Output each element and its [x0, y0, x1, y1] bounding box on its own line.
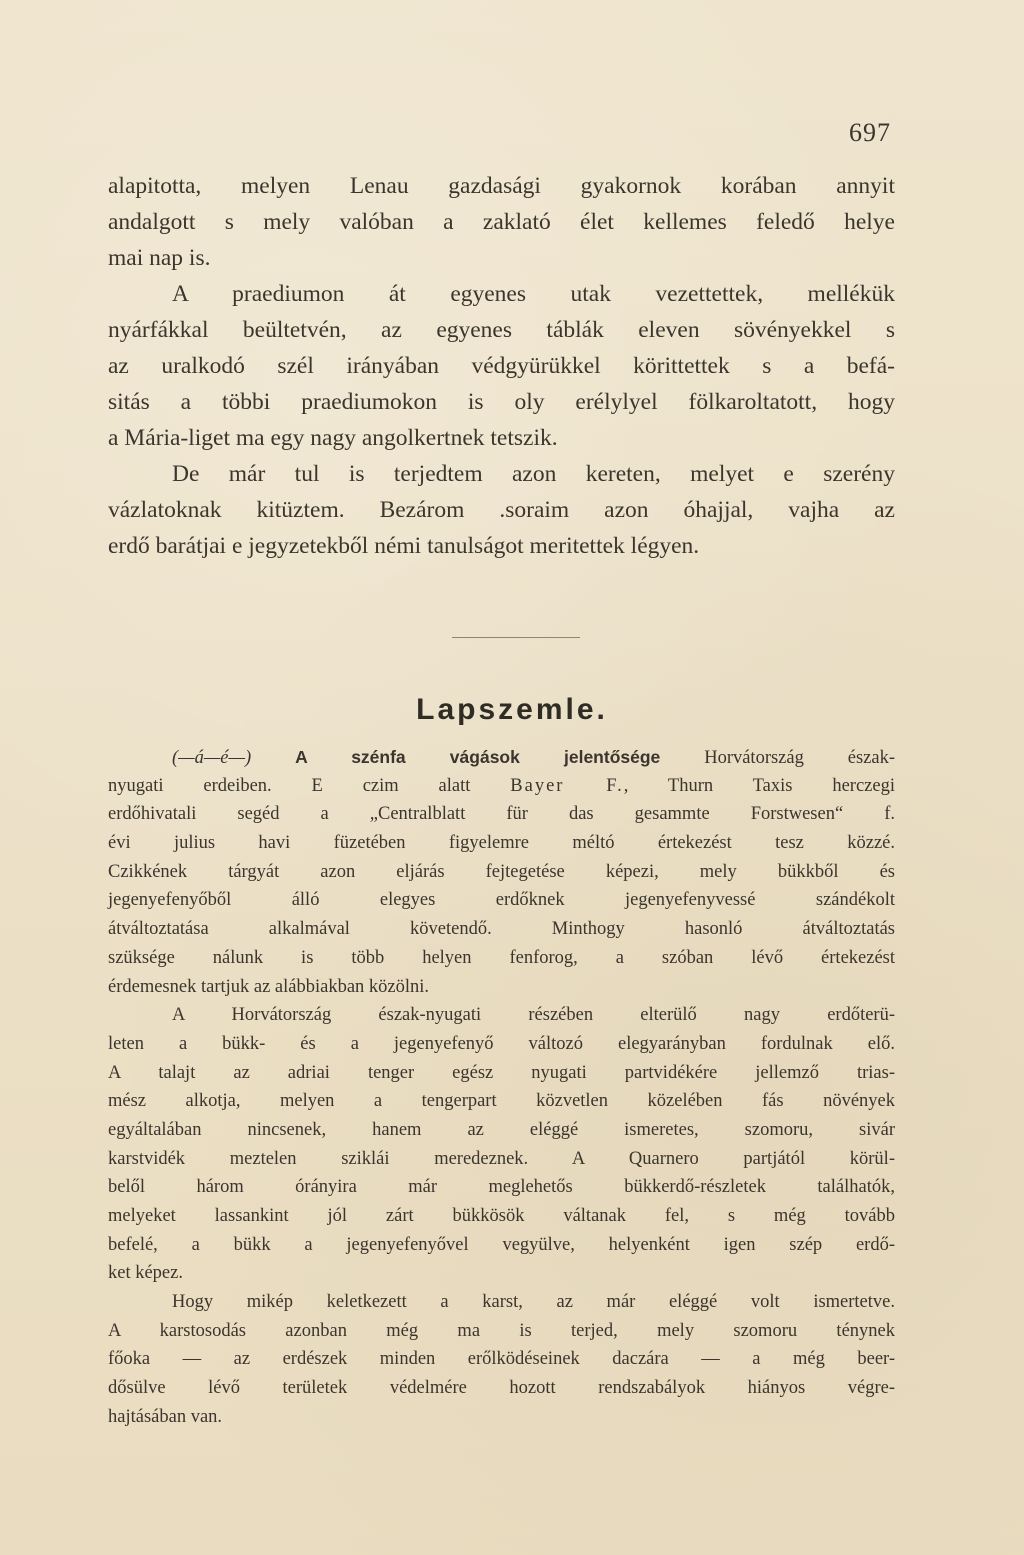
- review-article: [108, 743, 895, 1432]
- review-line: A Horvátország észak-nyugati részében elterülő nagy erdőterü-: [172, 1005, 895, 1026]
- review-line: évi julius havi füzetében figyelemre méltó értekezést tesz közzé.: [108, 833, 895, 854]
- review-line: dősülve lévő területek védelmére hozott rendszabályok hiányos végre-: [108, 1378, 895, 1399]
- review-line: főoka — az erdészek minden erőlködéseinek daczára — a még beer-: [108, 1349, 895, 1370]
- review-line-end: , Thurn Taxis herczegi: [623, 775, 895, 796]
- review-line: [108, 772, 895, 801]
- text-line: sitás a többi praediumokon is oly erélylyel fölkaroltatott, hogy: [108, 389, 895, 415]
- review-line: belől három órányira már meglehetős bükkerdő-részletek találhatók,: [108, 1177, 895, 1198]
- review-heading-line: [108, 743, 895, 772]
- text-line: a Mária-liget ma egy nagy angolkertnek tetszik.: [108, 425, 558, 451]
- review-line: mész alkotja, melyen a tengerpart közvetlen közelében fás növények: [108, 1091, 895, 1112]
- review-author: (—á—é—): [172, 748, 252, 768]
- review-line: ket képez.: [108, 1263, 183, 1284]
- text-line: A praediumon át egyenes utak vezettettek, mellékük: [172, 281, 895, 307]
- review-line: jegenyefenyőből álló elegyes erdőknek jegenyefenyvessé szándékolt: [108, 890, 895, 911]
- text-line: alapitotta, melyen Lenau gazdasági gyakornok korában annyit: [108, 173, 895, 199]
- text-line: nyárfákkal beültetvén, az egyenes táblák eleven sövényekkel s: [108, 317, 895, 343]
- review-line: Hogy mikép keletkezett a karst, az már eléggé volt ismertetve.: [172, 1292, 895, 1313]
- text-line: andalgott s mely valóban a zaklató élet kellemes feledő helye: [108, 209, 895, 235]
- review-line: A talajt az adriai tenger egész nyugati partvidékére jellemző trias-: [108, 1062, 895, 1083]
- paragraph-intro: [108, 168, 895, 564]
- review-line: befelé, a bükk a jegenyefenyővel vegyülve, helyenként igen szép erdő-: [108, 1234, 895, 1255]
- review-line: átváltoztatása alkalmával követendő. Minthogy hasonló átváltoztatás: [108, 919, 895, 940]
- text-line: az uralkodó szél irányában védgyürükkel körittettek s a befá-: [108, 353, 895, 379]
- review-line: leten a bükk- és a jegenyefenyő változó elegyarányban fordulnak elő.: [108, 1033, 895, 1054]
- text-line: mai nap is.: [108, 245, 211, 271]
- review-line: karstvidék meztelen sziklái meredeznek. A Quarnero partjától körül-: [108, 1148, 895, 1169]
- review-heading: A szénfa vágások jelentősége: [295, 747, 661, 767]
- review-line: erdőhivatali segéd a „Centralblatt für das gesammte Forstwesen“ f.: [108, 804, 895, 825]
- text-line: vázlatoknak kitüztem. Bezárom .soraim azon óhajjal, vajha az: [108, 497, 895, 523]
- review-line-start: nyugati erdeiben. E czim alatt: [108, 775, 471, 796]
- review-line: érdemesnek tartjuk az alábbiakban közölni.: [108, 976, 430, 997]
- text-line: De már tul is terjedtem azon kereten, melyet e szerény: [172, 461, 895, 487]
- review-line: Czikkének tárgyát azon eljárás fejtegetése képezi, mely bükkből és: [108, 861, 895, 882]
- review-line: A karstosodás azonban még ma is terjed, mely szomoru ténynek: [108, 1320, 895, 1341]
- review-heading-rest: Horvátország észak-: [704, 748, 896, 768]
- section-divider: [452, 637, 580, 638]
- page-number: 697: [849, 118, 891, 147]
- section-title: Lapszemle.: [416, 693, 608, 726]
- review-line: szüksége nálunk is több helyen fenforog, a szóban lévő értekezést: [108, 947, 895, 968]
- author-name: Bayer F.: [510, 775, 624, 796]
- review-line: hajtásában van.: [108, 1406, 223, 1427]
- review-line: melyeket lassankint jól zárt bükkösök váltanak fel, s még tovább: [108, 1206, 895, 1226]
- text-line: erdő barátjai e jegyzetekből némi tanulságot meritettek légyen.: [108, 533, 700, 559]
- review-line: egyáltalában nincsenek, hanem az eléggé ismeretes, szomoru, sivár: [108, 1119, 895, 1140]
